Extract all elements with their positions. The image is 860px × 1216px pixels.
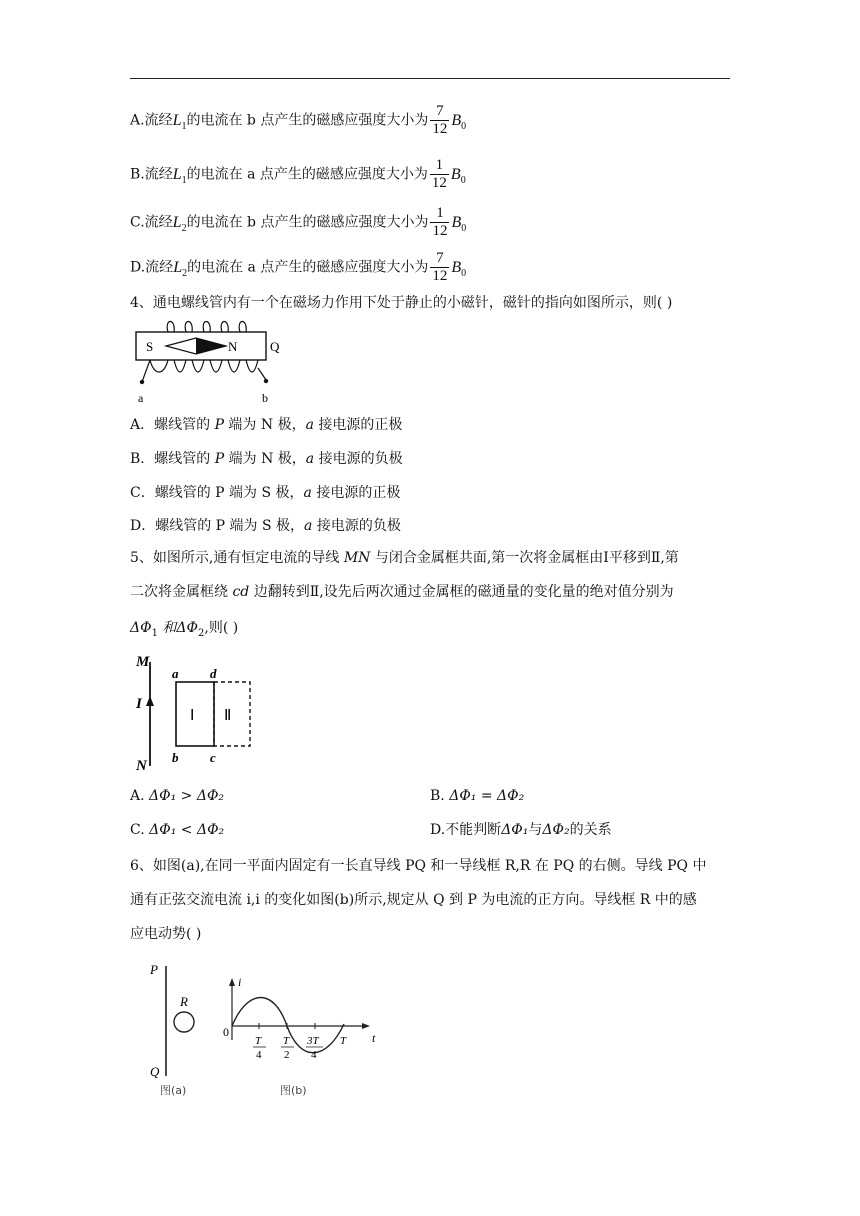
label-m: M [136,654,150,670]
option-text: B.流经 [130,166,173,183]
label-d: d [210,666,217,681]
label-n: N [228,339,238,354]
option-text: D.流经 [130,259,174,276]
label-region-1: Ⅰ [190,708,195,724]
wire-symbol: $L_1$ [172,165,187,186]
header-rule [130,78,730,79]
option-text: 端为 N 极， [223,417,306,433]
q5-option-d[interactable] [430,820,612,840]
q4-option-d[interactable] [130,516,401,536]
field-symbol: $B_0$ [451,258,467,279]
q4-option-b[interactable] [130,449,403,469]
label-b: b [172,750,179,765]
tick-label-t2-num: T [283,1035,290,1047]
wire-symbol: $L_1$ [172,111,187,132]
label-zero: 0 [223,1025,229,1039]
terminal-a-label: a [303,485,312,501]
terminal-a-label: a [305,417,314,433]
option-text: 的电流在 a 点产生的磁感应强度大小为 [187,259,429,276]
option-text: A.流经 [130,112,173,129]
q4-option-c[interactable] [130,483,400,503]
q3-option-a[interactable] [130,104,466,137]
label-i: I [136,696,142,712]
tick-label-t2-den: 2 [284,1049,290,1061]
label-b: b [262,391,268,405]
option-math: ΔΦ₁ < ΔΦ₂ [149,822,225,838]
label-t: t [372,1031,376,1045]
tick-label-t4-den: 4 [256,1049,262,1061]
option-text: A．螺线管的 [130,417,215,433]
label-s: S [146,339,154,354]
fraction: $\frac{7}{12}$ [432,103,448,137]
q5-stem-line2: 二次将金属框绕 cd 边翻转到Ⅱ,设先后两次通过金属框的磁通量的变化量的绝对值分别为 [130,584,674,600]
lead-a [142,360,150,382]
fraction: $\frac{7}{12}$ [432,250,448,284]
tick-label-3t4-den: 4 [311,1049,317,1061]
frame-i [176,682,214,746]
fraction: $\frac{1}{12}$ [431,157,447,191]
option-text: 接电源的正极 [313,417,403,433]
solenoid-figure [128,318,288,406]
q4-option-a[interactable] [130,415,402,435]
option-label: C. [130,822,150,838]
ac-figure [140,956,380,1100]
tick-label-T: T [340,1035,347,1047]
field-symbol: $B_0$ [451,111,467,132]
frame-ii [214,682,250,746]
label-p: P [150,962,158,977]
label-a: a [172,666,179,681]
q5-option-b[interactable] [430,786,524,806]
q5-option-c[interactable] [130,820,224,840]
option-text: 与 [528,822,543,838]
label-q: Q [270,339,280,354]
field-symbol: $B_0$ [451,213,467,234]
pole-p: P [214,417,224,433]
option-label: A. [130,788,150,804]
q6-stem-line3: 应电动势( ) [130,926,202,942]
terminal-a [140,380,144,384]
terminal-a-label: a [305,451,315,467]
q3-option-c[interactable] [130,206,466,239]
label-q: Q [150,1064,160,1079]
wire-symbol: $L_2$ [172,213,187,234]
caption-b: 图(b) [280,1084,307,1097]
wire-symbol: $L_2$ [173,258,188,279]
q5-stem-line3: $\Delta\Phi_1$ 和$\Delta\Phi_2$,则( ) [130,620,239,639]
option-text: 接电源的负极 [314,451,403,467]
label-i: i [238,975,242,989]
q5-option-a[interactable] [130,786,224,806]
tick-label-t4-num: T [255,1035,262,1047]
caption-a: 图(a) [160,1084,187,1097]
q6-stem-line1: 6、如图(a),在同一平面内固定有一长直导线 PQ 和一导线框 R,R 在 PQ 的右侧。导线 PQ 中 [130,858,707,874]
terminal-a-label: a [304,518,313,534]
q4-stem: 4、通电螺线管内有一个在磁场力作用下处于静止的小磁针，磁针的指向如图所示，则( ) [130,295,673,311]
terminal-b [264,379,268,383]
i-axis-arrow [229,978,235,986]
option-text: D.不能判断 [430,822,502,838]
label-n: N [136,758,147,774]
option-text: 的电流在 b 点产生的磁感应强度大小为 [186,214,429,231]
lead-b [258,368,266,380]
option-math: ΔΦ₂ [542,822,570,838]
option-text: 接电源的负极 [312,518,401,534]
label-a: a [138,391,144,405]
field-symbol: $B_0$ [450,165,466,186]
option-text: 的电流在 a 点产生的磁感应强度大小为 [186,166,428,183]
label-region-2: Ⅱ [224,708,232,724]
q5-stem-line1: 5、如图所示,通有恒定电流的导线 MN 与闭合金属框共面,第一次将金属框由Ⅰ平移到Ⅱ,第 [130,550,679,566]
option-text: C．螺线管的 P 端为 S 极， [130,485,304,501]
option-text: 接电源的正极 [311,485,401,501]
t-axis-arrow [362,1023,370,1029]
label-c: c [210,750,216,765]
option-math: ΔΦ₁ [501,822,529,838]
label-r: R [180,994,188,1009]
current-arrow [146,696,154,706]
option-math: ΔΦ₁ > ΔΦ₂ [149,788,225,804]
frame-figure [128,648,288,776]
option-text: 的电流在 b 点产生的磁感应强度大小为 [186,112,429,129]
option-text: C.流经 [130,214,173,231]
option-text: 端为 N 极， [224,451,306,467]
option-text: B．螺线管的 [130,451,215,467]
option-label: B. [430,788,450,804]
loop-r [174,1012,194,1032]
fraction: $\frac{1}{12}$ [432,205,448,239]
q3-option-d[interactable] [130,251,466,284]
pole-p: P [214,451,225,467]
q3-option-b[interactable] [130,158,466,191]
option-text: 的关系 [569,822,612,838]
option-text: D．螺线管的 P 端为 S 极， [130,518,305,534]
needle-north-half [196,338,226,354]
tick-label-3t4-num: 3T [307,1035,319,1047]
q6-stem-line2: 通有正弦交流电流 i,i 的变化如图(b)所示,规定从 Q 到 P 为电流的正方向。导线框 R 中的感 [130,892,697,908]
option-math: ΔΦ₁ = ΔΦ₂ [449,788,525,804]
